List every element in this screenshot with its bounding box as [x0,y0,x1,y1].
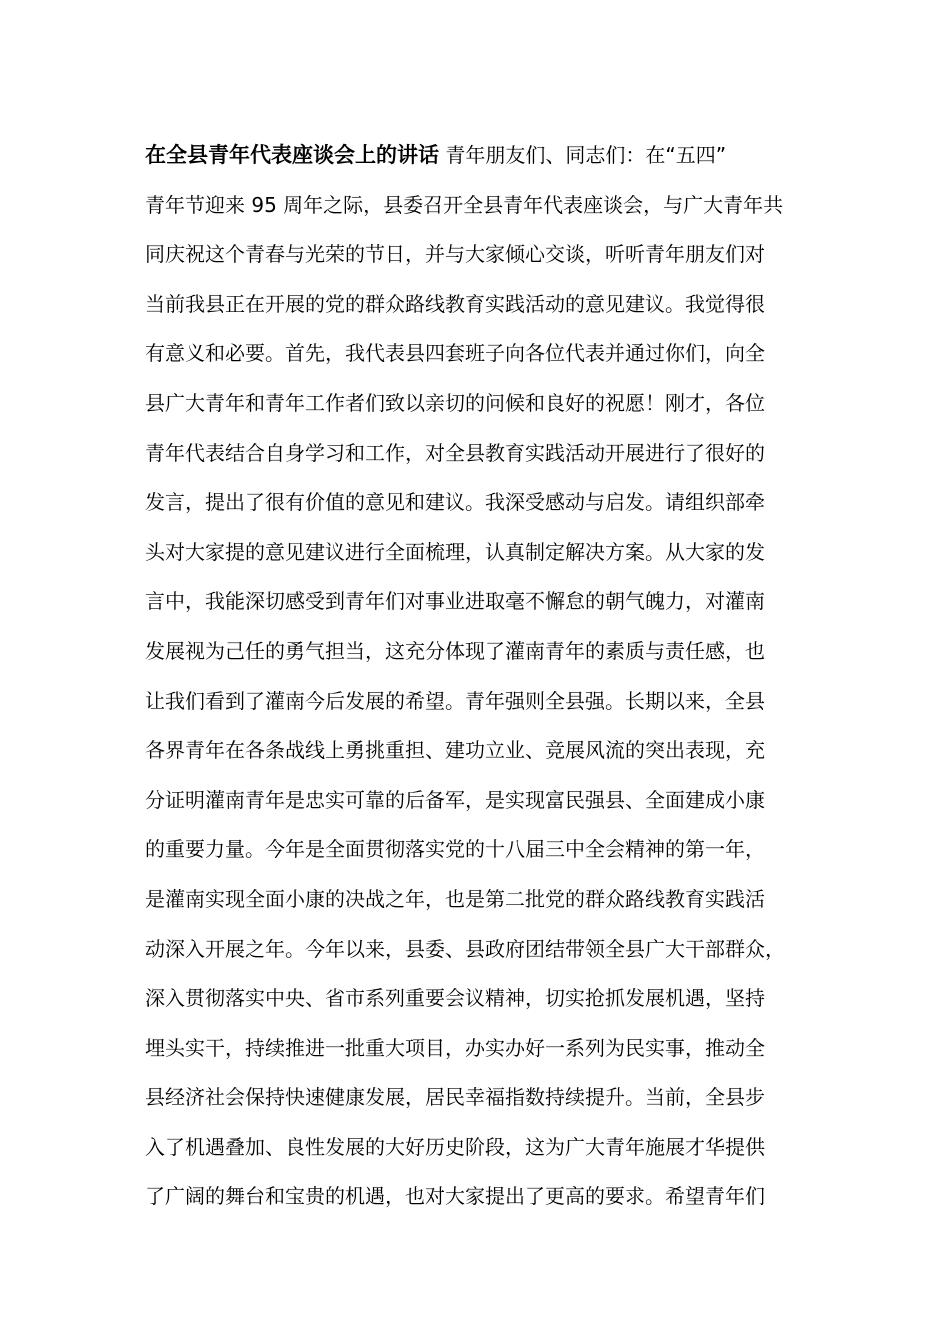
text-line: 言中，我能深切感受到青年们对事业进取毫不懈怠的朝气魄力，对灌南 [145,589,765,614]
text-line: 各界青年在各条战线上勇挑重担、建功立业、竞展风流的突出表现，充 [145,738,765,763]
text-line: 有意义和必要。首先，我代表县四套班子向各位代表并通过你们，向全 [145,341,765,366]
text-line: 当前我县正在开展的党的群众路线教育实践活动的意见建议。我觉得很 [145,291,765,316]
text-line: 了广阔的舞台和宝贵的机遇，也对大家提出了更高的要求。希望青年们 [145,1184,765,1209]
text-line: 发展视为己任的勇气担当，这充分体现了灌南青年的素质与责任感，也 [145,638,765,663]
text-line: 埋头实干，持续推进一批重大项目，办实办好一系列为民实事，推动全 [145,1035,765,1060]
text-line: 同庆祝这个青春与光荣的节日，并与大家倾心交谈，听听青年朋友们对 [145,242,765,267]
first-line-text: 青年朋友们、同志们：在“五四” [439,143,727,167]
text-line: 是灌南实现全面小康的决战之年，也是第二批党的群众路线教育实践活 [145,886,765,911]
document-title: 在全县青年代表座谈会上的讲话 [145,143,439,167]
first-line [145,131,825,181]
text-line: 动深入开展之年。今年以来，县委、县政府团结带领全县广大干部群众， [145,936,785,961]
text-line: 深入贯彻落实中央、省市系列重要会议精神，切实抢抓发展机遇，坚持 [145,986,765,1011]
text-line: 头对大家提的意见建议进行全面梳理，认真制定解决方案。从大家的发 [145,539,765,564]
text-line: 让我们看到了灌南今后发展的希望。青年强则全县强。长期以来，全县 [145,688,765,713]
text-line: 分证明灌南青年是忠实可靠的后备军，是实现富民强县、全面建成小康 [145,787,765,812]
text-line: 发言，提出了很有价值的意见和建议。我深受感动与启发。请组织部牵 [145,490,765,515]
text-line: 县广大青年和青年工作者们致以亲切的问候和良好的祝愿！刚才，各位 [145,390,765,415]
text-line: 的重要力量。今年是全面贯彻落实党的十八届三中全会精神的第一年， [145,837,765,862]
body-text [145,131,825,1222]
text-line: 县经济社会保持快速健康发展，居民幸福指数持续提升。当前，全县步 [145,1085,765,1110]
text-line: 入了机遇叠加、良性发展的大好历史阶段，这为广大青年施展才华提供 [145,1134,765,1159]
text-line: 青年代表结合自身学习和工作，对全县教育实践活动开展进行了很好的 [145,440,765,465]
text-line: 青年节迎来 95 周年之际，县委召开全县青年代表座谈会，与广大青年共 [145,192,784,217]
